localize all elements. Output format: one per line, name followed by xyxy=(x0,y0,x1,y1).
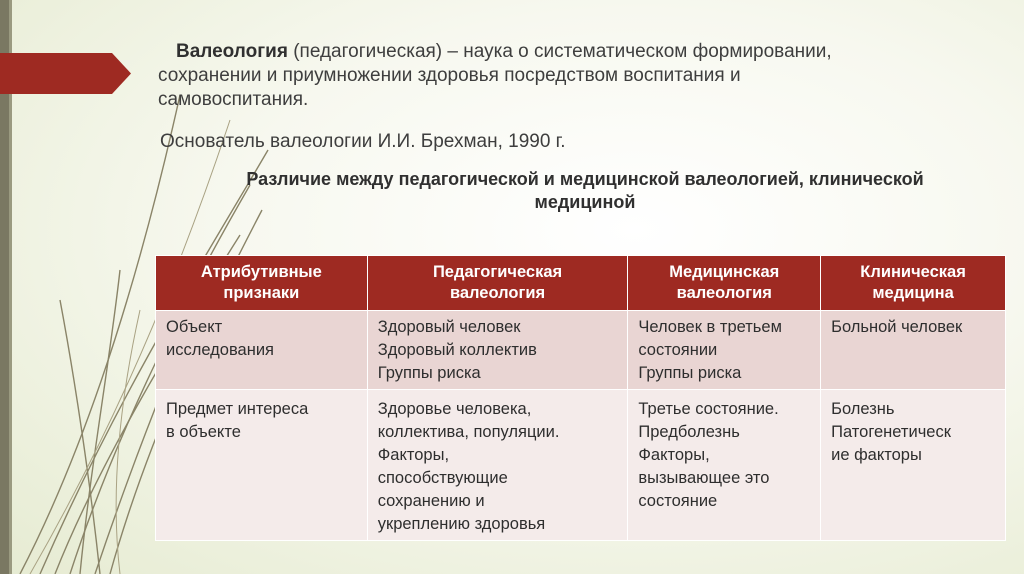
definition-line-2: сохранении и приумножении здоровья посредством воспитания и xyxy=(158,65,741,86)
comparison-table xyxy=(155,255,1006,541)
table-cell: Предмет интереса в объекте xyxy=(156,390,368,541)
heading-line-1: Различие между педагогической и медицинской валеологией, клинической xyxy=(246,169,924,189)
definition-line-3: самовоспитания. xyxy=(158,89,309,110)
table-cell: Объект исследования xyxy=(156,311,368,390)
table-row xyxy=(156,390,1006,541)
comparison-heading xyxy=(160,168,1010,214)
table-cell: Здоровье человека, коллектива, популяции. Факторы, способствующие сохранению и укреплению здоровья xyxy=(367,390,628,541)
table-cell: Болезнь Патогенетическ ие факторы xyxy=(821,390,1006,541)
table-header-row xyxy=(156,256,1006,311)
definition-term: Валеология xyxy=(176,41,288,62)
founder-text: Основатель валеологии И.И. Брехман, 1990 г. xyxy=(160,131,566,152)
definition-line-1 xyxy=(158,40,998,64)
title-arrow-marker xyxy=(0,53,131,94)
header-pedagogical-valeology: Педагогическая валеология xyxy=(367,256,628,311)
table-cell: Здоровый человек Здоровый коллектив Группы риска xyxy=(367,311,628,390)
definition-text: (педагогическая) – наука о систематическом формировании, xyxy=(287,41,832,62)
header-clinical-medicine: Клиническая медицина xyxy=(821,256,1006,311)
heading-line-2: медициной xyxy=(534,192,636,212)
definition-paragraph xyxy=(158,40,998,112)
header-attributes: Атрибутивные признаки xyxy=(156,256,368,311)
header-medical-valeology: Медицинская валеология xyxy=(628,256,821,311)
table-row xyxy=(156,311,1006,390)
table-cell: Больной человек xyxy=(821,311,1006,390)
table-cell: Третье состояние. Предболезнь Факторы, вызывающее это состояние xyxy=(628,390,821,541)
table-cell: Человек в третьем состоянии Группы риска xyxy=(628,311,821,390)
